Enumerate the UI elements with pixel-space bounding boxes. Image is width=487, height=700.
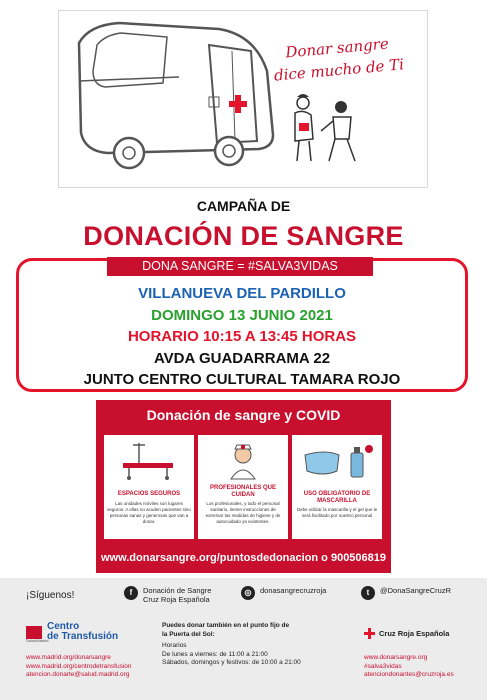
info-line: Horarios xyxy=(162,642,187,650)
hashtag: #salva3vidas xyxy=(364,662,402,670)
madrid-flag-icon xyxy=(26,626,42,639)
salud-madrid-label: SaludMadrid xyxy=(26,638,49,643)
event-info-box xyxy=(16,258,468,392)
covid-panel xyxy=(96,400,391,573)
event-landmark: JUNTO CENTRO CULTURAL TAMARA ROJO xyxy=(83,371,401,388)
centro-name: de Transfusión xyxy=(47,631,119,642)
social-twitter[interactable] xyxy=(361,586,451,600)
instagram-icon: ◎ xyxy=(241,586,255,600)
covid-website-phone: www.donarsangre.org/puntosdedonacion o 900506819 xyxy=(100,552,387,564)
slogan-line: Donar sangre xyxy=(284,34,390,62)
email-link[interactable]: atenciondonantes@cruzroja.es xyxy=(364,671,454,679)
follow-label: ¡Síguenos! xyxy=(26,590,75,601)
info-line: De lunes a viernes: de 11:00 a 21:00 xyxy=(162,650,268,658)
event-address: AVDA GUADARRAMA 22 xyxy=(153,350,331,367)
facebook-icon: f xyxy=(124,586,138,600)
social-text: @DonaSangreCruzR xyxy=(380,586,451,595)
stretcher-icon xyxy=(109,441,189,481)
footer xyxy=(0,578,487,700)
social-text: Cruz Roja Española xyxy=(143,595,210,604)
card-title: PROFESIONALES QUE CUIDAN xyxy=(209,485,276,498)
centro-links xyxy=(26,654,132,680)
card-body: Las unidades móviles son lugares seguros. A ellas no acuden pacientes sino personas sanas y generosas que van a donar. xyxy=(107,501,191,524)
event-hours: HORARIO 10:15 A 13:45 HORAS xyxy=(127,328,357,345)
cruz-roja-links xyxy=(364,654,454,680)
email-link[interactable]: atencion.donarte@salud.madrid.org xyxy=(26,671,130,679)
covid-card-safe-spaces xyxy=(104,435,194,539)
twitter-icon: t xyxy=(361,586,375,600)
card-title: USO OBLIGATORIO DE MASCARILLA xyxy=(303,491,371,504)
social-facebook[interactable] xyxy=(124,586,211,604)
cruz-roja-name: Cruz Roja Española xyxy=(379,629,450,638)
covid-title: Donación de sangre y COVID xyxy=(146,407,341,423)
centro-name: Centro xyxy=(47,621,80,632)
event-date: DOMINGO 13 JUNIO 2021 xyxy=(151,307,333,324)
social-text: Donación de Sangre xyxy=(143,586,212,595)
campaign-subtitle: CAMPAÑA DE xyxy=(196,198,291,214)
mask-gel-icon xyxy=(297,441,377,481)
link[interactable]: www.madrid.org/centrodetransfusion xyxy=(26,662,132,670)
info-line: Sábados, domingos y festivos: de 10:00 a 21:00 xyxy=(162,659,301,667)
social-text: donasangrecruzroja xyxy=(260,586,327,595)
campaign-title: DONACIÓN DE SANGRE xyxy=(83,221,404,251)
card-title: ESPACIOS SEGUROS xyxy=(117,491,181,497)
link[interactable]: www.madrid.org/donarsangre xyxy=(26,654,111,661)
covid-card-professionals xyxy=(198,435,288,539)
event-location: VILLANUEVA DEL PARDILLO xyxy=(138,285,346,302)
slogan-line: dice mucho de Ti xyxy=(273,55,405,85)
info-bold: Puedes donar también en el punto fijo de xyxy=(162,622,290,629)
card-body: Los profesionales, y todo el personal sanitario, tienen instrucciones de extremar las medidas de higiene y de autocuidado ya existentes. xyxy=(205,501,281,524)
covid-card-mask xyxy=(292,435,382,539)
link[interactable]: www.donarsangre.org xyxy=(364,654,428,661)
card-body: Debe utilizar la mascarilla y el gel que le será facilitado por nuestro personal xyxy=(296,507,378,518)
red-cross-icon xyxy=(364,628,375,639)
nurse-icon xyxy=(203,441,283,481)
cruz-roja-logo xyxy=(364,628,449,639)
hashtag-banner: DONA SANGRE = #SALVA3VIDAS xyxy=(107,257,373,276)
puerta-del-sol-info xyxy=(162,622,301,668)
social-instagram[interactable] xyxy=(241,586,326,600)
info-bold: la Puerta del Sol: xyxy=(162,630,215,638)
hero-illustration xyxy=(58,10,428,188)
